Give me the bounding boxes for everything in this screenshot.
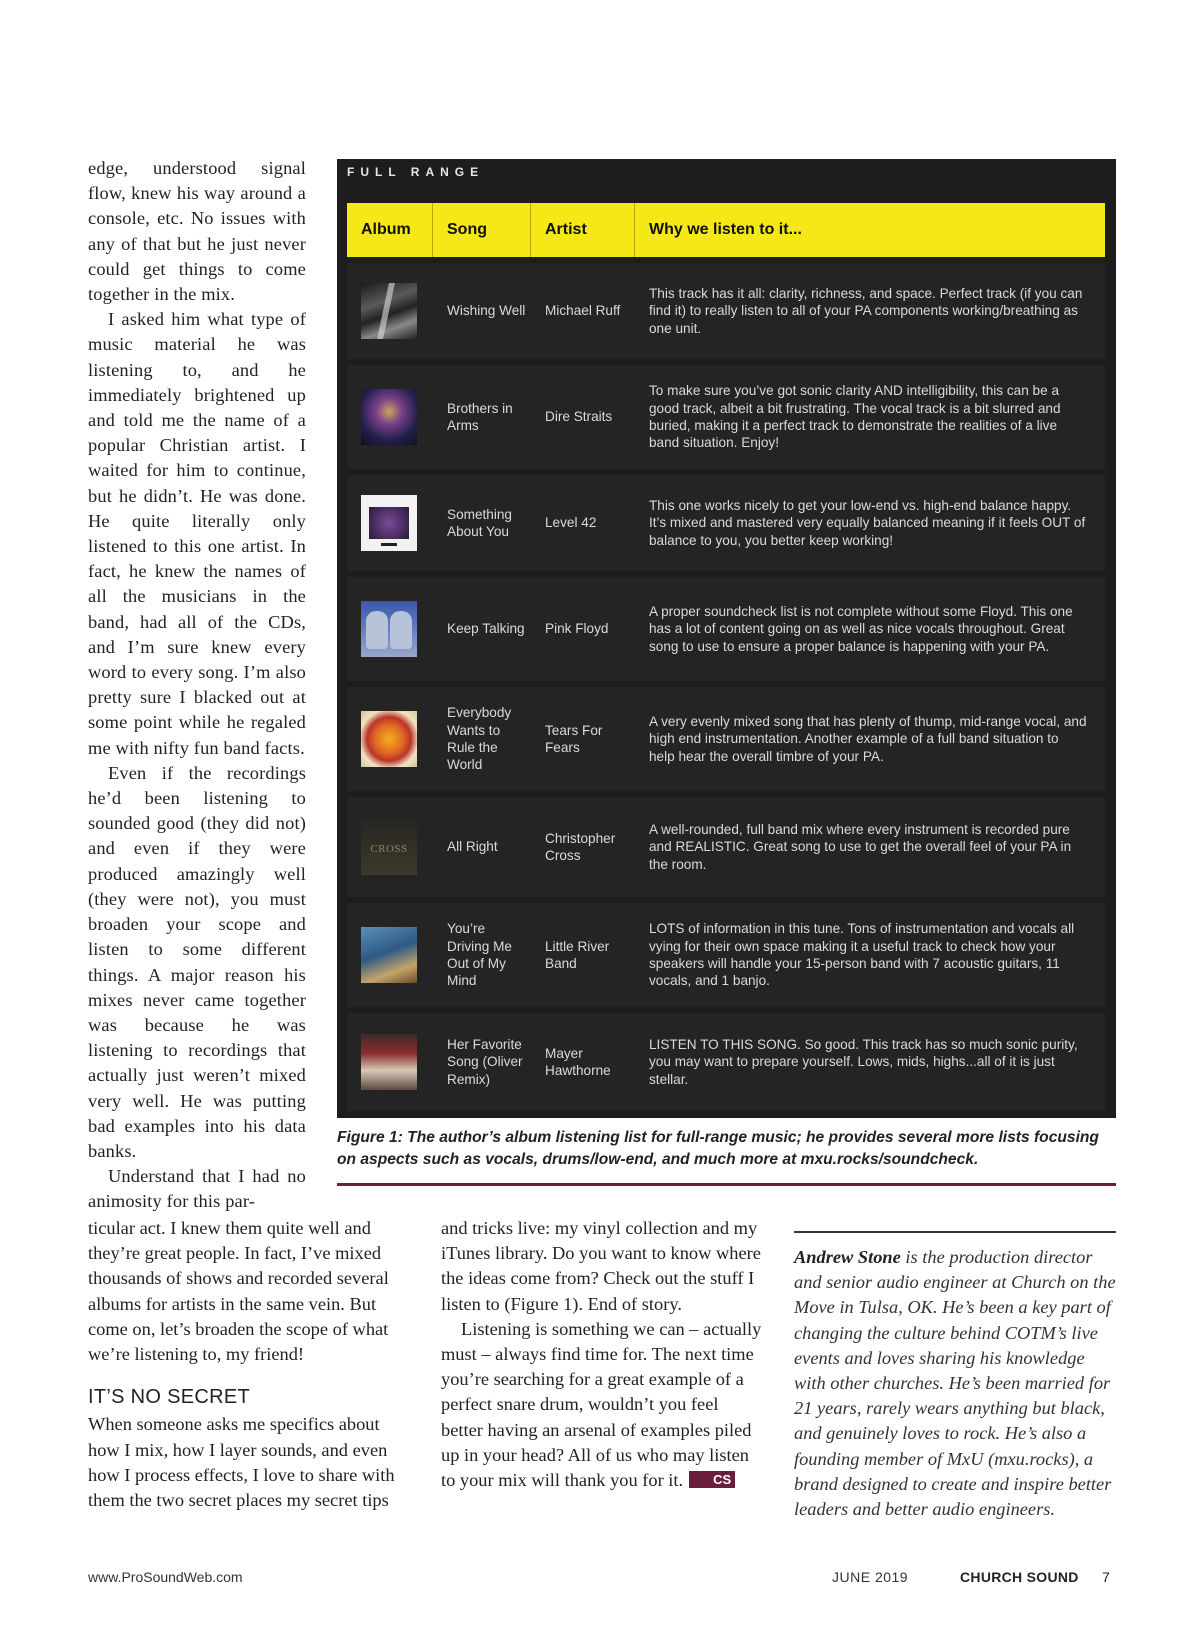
album-art-division-bell xyxy=(361,601,417,657)
table-row xyxy=(347,1013,1105,1111)
footer-magazine-title: CHURCH SOUND xyxy=(960,1569,1079,1585)
artist-cell: Pink Floyd xyxy=(545,621,609,637)
paragraph-5: When someone asks me specifics about how I mix, how I layer sounds, and even how I process effects, I love to share with them the two secret places my secret tips xyxy=(88,1414,395,1511)
footer-date: JUNE 2019 xyxy=(832,1569,909,1585)
figure-caption: Figure 1: The author’s album listening list for full-range music; he provides several more lists focusing on aspects such as vocals, drums/low-end, and much more at mxu.rocks/soundcheck. xyxy=(337,1129,1099,1168)
album-art-title: CROSS xyxy=(370,843,408,855)
table-row xyxy=(347,903,1105,1007)
why-cell: A well-rounded, full band mix where every instrument is recorded pure and REALISTIC. Great song to use to get the overall feel of your PA in the room. xyxy=(649,821,1072,872)
album-art-christopher-cross xyxy=(361,819,417,875)
artist-cell: Christopher Cross xyxy=(545,830,616,863)
paragraph-4-end: ticular act. I knew them quite well and they’re great people. In fact, I’ve mixed thousands of shows and recorded several albums for artists in the same vein. But come on, let’s broaden the scope of what we’re listening to, my friend! xyxy=(88,1218,389,1365)
section-heading: IT’S NO SECRET xyxy=(88,1386,250,1409)
table-row xyxy=(347,365,1105,469)
author-bio-text: is the production director and senior audio engineer at Church on the Move in Tulsa, OK. He’s been a key part of changing the culture behind COTM’s live events and loves sharing his knowledge with other churches. He’s been married for 21 years, rarely wears anything but black, and genuinely loves to rock. He’s also a founding member of MxU (mxu.rocks), a brand designed to create and inspire better leaders and better audio engineers. xyxy=(794,1247,1116,1520)
song-cell: Everybody Wants to Rule the World xyxy=(447,705,512,773)
table-row xyxy=(347,577,1105,681)
footer-page-number: 7 xyxy=(1102,1569,1110,1585)
article-column-middle xyxy=(441,1216,763,1493)
song-cell: All Right xyxy=(447,839,498,855)
artist-cell: Dire Straits xyxy=(545,409,613,425)
paragraph-5-end: and tricks live: my vinyl collection and my iTunes library. Do you want to know where the ideas come from? Check out the stuff I listen to (Figure 1). End of story. xyxy=(441,1218,761,1314)
table-row xyxy=(347,263,1105,359)
header-song: Song xyxy=(433,203,531,257)
song-cell: Something About You xyxy=(447,506,512,539)
paragraph-6-text: Listening is something we can – actually must – always find time for. The next time you’re searching for a great example of a perfect snare drum, wouldn’t you feel better having an arsenal of examples piled up in your head? All of us who may listen to your mix will thank you for it. xyxy=(441,1318,762,1491)
paragraph-6 xyxy=(441,1317,763,1493)
song-cell: Her Favorite Song (Oliver Remix) xyxy=(447,1036,523,1087)
album-art-mayer-hawthorne xyxy=(361,1034,417,1090)
header-why: Why we listen to it... xyxy=(649,221,802,238)
article-column-left-lower xyxy=(88,1216,410,1513)
song-cell: Brothers in Arms xyxy=(447,400,513,433)
header-artist: Artist xyxy=(531,203,635,257)
why-cell: This track has it all: clarity, richness, and space. Perfect track (if you can find it) to really listen to all of your PA components working/breathing as one unit. xyxy=(649,285,1083,336)
table-header xyxy=(347,203,1105,257)
figure-full-range-table xyxy=(337,159,1116,1118)
paragraph-4-start: Understand that I had no animosity for this par- xyxy=(88,1166,306,1212)
artist-cell: Level 42 xyxy=(545,515,597,531)
footer-website: www.ProSoundWeb.com xyxy=(88,1569,243,1585)
paragraph-1: edge, understood signal flow, knew his way around a console, etc. No issues with any of that but he just never could get things to come together in the mix. xyxy=(88,158,306,305)
song-cell: You’re Driving Me Out of My Mind xyxy=(447,921,512,989)
paragraph-2: I asked him what type of music material he was listening to, and he immediately brightened up and told me the name of a popular Christian artist. I waited for him to continue, but he didn’t. He was done. He quite literally only listened to this one artist. In fact, he knew the names of all the musicians in the band, had all of the CDs, and I’m sure knew every word to every song. I’m also pretty sure I blacked out at some point while he regaled me with nifty fun band facts. xyxy=(88,309,306,758)
why-cell: LISTEN TO THIS SONG. So good. This track has so much sonic purity, you may want to prepare yourself. Lows, mids, highs...all of it is just stellar. xyxy=(649,1036,1078,1087)
why-cell: This one works nicely to get your low-end vs. high-end balance happy. It’s mixed and mastered very equally balanced meaning if it feels OUT of balance to you, you better keep working! xyxy=(649,497,1086,548)
bio-divider xyxy=(794,1231,1116,1233)
song-cell: Wishing Well xyxy=(447,303,526,319)
caption-divider xyxy=(337,1183,1116,1186)
header-album: Album xyxy=(347,203,433,257)
album-art-brothers-in-arms xyxy=(361,389,417,445)
author-name: Andrew Stone xyxy=(794,1247,901,1267)
artist-cell: Mayer Hawthorne xyxy=(545,1045,611,1078)
artist-cell: Little River Band xyxy=(545,938,610,971)
why-cell: LOTS of information in this tune. Tons of instrumentation and vocals all vying for their own space making it a useful track to check how your speakers will handle your 15-person band with 7 acoustic guitars, 11 vocals, and 1 banjo. xyxy=(649,921,1075,989)
end-mark-badge: CS xyxy=(689,1471,735,1488)
artist-cell: Michael Ruff xyxy=(545,303,621,319)
why-cell: To make sure you’ve got sonic clarity AND intelligibility, this can be a good track, albeit a bit frustrating. The vocal track is a bit slurred and buried, making it a perfect track to demonstrate the realities of a live band situation. Enjoy! xyxy=(649,383,1061,451)
song-cell: Keep Talking xyxy=(447,621,525,637)
why-cell: A very evenly mixed song that has plenty of thump, mid-range vocal, and high end instrumentation. Another example of a full band situation to help hear the overall timbre of your PA. xyxy=(649,713,1087,764)
article-column-left-top xyxy=(88,156,306,1215)
album-art-level-42 xyxy=(361,495,417,551)
album-art-songs-from-the-big-chair xyxy=(361,711,417,767)
album-art-wishing-well xyxy=(361,283,417,339)
why-cell: A proper soundcheck list is not complete without some Floyd. This one has a lot of content going on as well as nice vocals throughout. Great song to use to ensure a proper balance is happening with your PA. xyxy=(649,603,1073,654)
album-art-little-river-band xyxy=(361,927,417,983)
figure-label: FULL RANGE xyxy=(347,165,485,179)
artist-cell: Tears For Fears xyxy=(545,722,603,755)
table-row xyxy=(347,797,1105,897)
author-bio xyxy=(794,1245,1116,1522)
table-row xyxy=(347,687,1105,791)
paragraph-3: Even if the recordings he’d been listening to sounded good (they did not) and even if they were produced amazingly well (they were not), you must broaden your scope and listen to some different things. A major reason his mixes never came together was because he was listening to recordings that actually just weren’t mixed very well. He was putting bad examples into his data banks. xyxy=(88,762,306,1161)
table-row xyxy=(347,475,1105,571)
